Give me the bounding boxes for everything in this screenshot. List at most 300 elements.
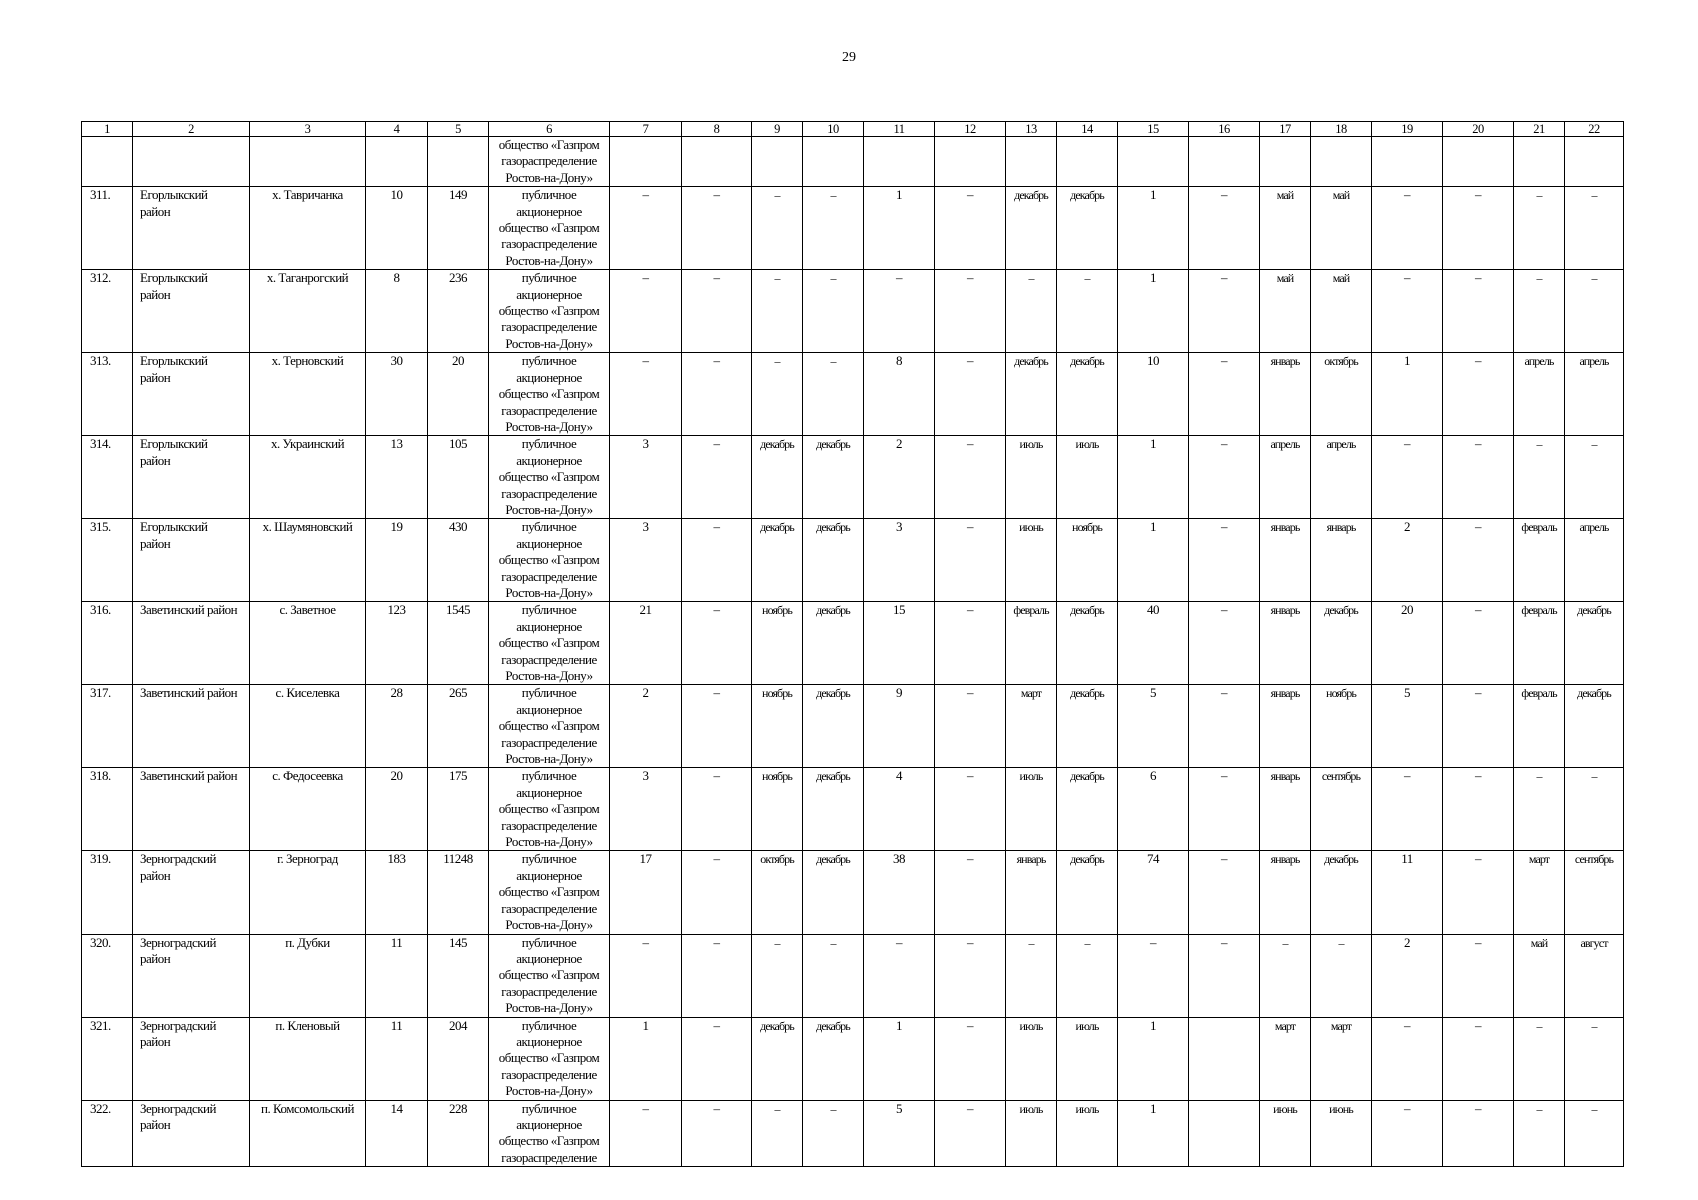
district-cell — [133, 1017, 250, 1100]
district-cell — [133, 685, 250, 768]
organization-line: газораспределение — [501, 568, 597, 584]
month-cell: август — [1565, 934, 1624, 1017]
organization-line: Ростов-на-Дону» — [505, 1083, 593, 1099]
month-cell: – — [1514, 187, 1565, 270]
settlement-cell: х. Таганрогский — [250, 270, 366, 353]
column-number-cell: 9 — [752, 122, 803, 137]
organization-line: публичное — [521, 602, 577, 618]
table-cell — [1006, 137, 1057, 187]
table-cell: 10 — [1118, 353, 1189, 436]
table-cell: 105 — [428, 436, 489, 519]
column-number-cell: 2 — [133, 122, 250, 137]
month-cell: октябрь — [1311, 353, 1372, 436]
organization-line: публичное — [521, 768, 577, 784]
district-line: Зерноградский — [140, 934, 216, 950]
organization-line: газораспределение — [501, 402, 597, 418]
month-cell: – — [1514, 436, 1565, 519]
organization-line: акционерное — [516, 535, 582, 551]
organization-line: газораспределение — [501, 734, 597, 750]
month-cell: – — [752, 1100, 803, 1167]
month-cell: май — [1311, 187, 1372, 270]
month-cell: – — [1311, 934, 1372, 1017]
table-cell: – — [935, 270, 1006, 353]
column-number-cell: 6 — [489, 122, 610, 137]
table-cell: – — [610, 270, 682, 353]
month-cell: декабрь — [803, 851, 864, 934]
organization-cell — [489, 602, 610, 685]
column-number-cell: 5 — [428, 122, 489, 137]
table-cell: – — [935, 187, 1006, 270]
table-row — [82, 187, 1624, 270]
month-cell: – — [752, 934, 803, 1017]
settlement-cell: п. Кленовый — [250, 1017, 366, 1100]
month-cell: апрель — [1565, 519, 1624, 602]
table-cell — [610, 137, 682, 187]
table-cell — [366, 137, 428, 187]
month-cell: – — [1057, 934, 1118, 1017]
table-row — [82, 768, 1624, 851]
organization-line: общество «Газпром — [498, 303, 600, 319]
table-cell: 2 — [610, 685, 682, 768]
organization-line: публичное — [521, 934, 577, 950]
month-cell: декабрь — [1311, 851, 1372, 934]
column-number-cell: 13 — [1006, 122, 1057, 137]
month-cell: декабрь — [1057, 768, 1118, 851]
table-cell: – — [1443, 270, 1514, 353]
table-cell: 14 — [366, 1100, 428, 1167]
settlement-cell: х. Украинский — [250, 436, 366, 519]
table-cell — [935, 137, 1006, 187]
table-cell: – — [1443, 519, 1514, 602]
column-number-cell: 16 — [1189, 122, 1260, 137]
month-cell: июль — [1006, 768, 1057, 851]
month-cell: июль — [1057, 1017, 1118, 1100]
organization-line: газораспределение — [501, 153, 597, 169]
settlement-cell: с. Киселевка — [250, 685, 366, 768]
organization-line: акционерное — [516, 950, 582, 966]
table-cell — [133, 137, 250, 187]
organization-cell — [489, 685, 610, 768]
organization-line: публичное — [521, 851, 577, 867]
organization-line: Ростов-на-Дону» — [505, 335, 593, 351]
month-cell: – — [1565, 187, 1624, 270]
month-cell: сентябрь — [1565, 851, 1624, 934]
row-number-cell: 317. — [82, 685, 133, 768]
table-cell: 145 — [428, 934, 489, 1017]
organization-line: акционерное — [516, 1116, 582, 1132]
table-cell — [1057, 137, 1118, 187]
organization-line: Ростов-на-Дону» — [505, 834, 593, 850]
month-cell: январь — [1260, 353, 1311, 436]
table-cell: 1545 — [428, 602, 489, 685]
organization-line: Ростов-на-Дону» — [505, 418, 593, 434]
table-cell: 6 — [1118, 768, 1189, 851]
district-line: Егорлыкский — [140, 519, 208, 535]
month-cell: декабрь — [803, 519, 864, 602]
table-cell: 38 — [864, 851, 935, 934]
table-cell: – — [682, 934, 752, 1017]
table-row — [82, 270, 1624, 353]
month-cell: июль — [1006, 1017, 1057, 1100]
table-cell: – — [610, 1100, 682, 1167]
table-cell: – — [1372, 270, 1443, 353]
organization-line: акционерное — [516, 784, 582, 800]
column-number-cell: 12 — [935, 122, 1006, 137]
settlement-cell: с. Федосеевка — [250, 768, 366, 851]
table-cell: – — [1443, 187, 1514, 270]
table-cell: 21 — [610, 602, 682, 685]
table-cell: 228 — [428, 1100, 489, 1167]
table-cell: 3 — [610, 768, 682, 851]
table-cell: – — [1443, 1100, 1514, 1167]
month-cell: март — [1006, 685, 1057, 768]
month-cell: – — [803, 187, 864, 270]
table-cell: 265 — [428, 685, 489, 768]
table-cell: 1 — [1372, 353, 1443, 436]
organization-cell — [489, 353, 610, 436]
table-cell: 4 — [864, 768, 935, 851]
month-cell: ноябрь — [1057, 519, 1118, 602]
table-cell: – — [682, 1100, 752, 1167]
table-cell: – — [1372, 1017, 1443, 1100]
district-line: Егорлыкский — [140, 436, 208, 452]
table-cell: 1 — [864, 1017, 935, 1100]
table-cell: – — [1189, 353, 1260, 436]
table-cell: – — [1443, 353, 1514, 436]
month-cell: сентябрь — [1311, 768, 1372, 851]
organization-line: общество «Газпром — [498, 220, 600, 236]
month-cell: – — [803, 353, 864, 436]
district-line: Зерноградский — [140, 851, 216, 867]
table-cell: – — [864, 934, 935, 1017]
month-cell: ноябрь — [1311, 685, 1372, 768]
month-cell: – — [1565, 270, 1624, 353]
column-number-cell: 11 — [864, 122, 935, 137]
month-cell: апрель — [1311, 436, 1372, 519]
month-cell: январь — [1260, 602, 1311, 685]
table-cell: – — [935, 519, 1006, 602]
table-cell: 175 — [428, 768, 489, 851]
table-cell: – — [1443, 685, 1514, 768]
district-line: район — [140, 1116, 171, 1132]
table-cell: 2 — [864, 436, 935, 519]
organization-line: общество «Газпром — [498, 718, 600, 734]
month-cell: январь — [1260, 519, 1311, 602]
table-cell: – — [1189, 436, 1260, 519]
table-cell: 1 — [1118, 1017, 1189, 1100]
table-cell: – — [610, 353, 682, 436]
month-cell: январь — [1260, 768, 1311, 851]
table-cell: 3 — [610, 436, 682, 519]
month-cell: декабрь — [1057, 851, 1118, 934]
table-cell: 5 — [1118, 685, 1189, 768]
organization-line: общество «Газпром — [498, 1050, 600, 1066]
organization-cell — [489, 137, 610, 187]
table-cell: – — [935, 353, 1006, 436]
month-cell: февраль — [1514, 685, 1565, 768]
district-cell — [133, 1100, 250, 1167]
table-cell — [682, 137, 752, 187]
month-cell: декабрь — [1057, 602, 1118, 685]
organization-line: публичное — [521, 1100, 577, 1116]
month-cell: декабрь — [752, 436, 803, 519]
month-cell: – — [1514, 768, 1565, 851]
table-cell — [1311, 137, 1372, 187]
organization-line: общество «Газпром — [498, 552, 600, 568]
table-row — [82, 436, 1624, 519]
month-cell: июль — [1006, 436, 1057, 519]
organization-line: Ростов-на-Дону» — [505, 751, 593, 767]
table-cell: 17 — [610, 851, 682, 934]
table-cell: 8 — [366, 270, 428, 353]
table-cell: – — [682, 519, 752, 602]
organization-cell — [489, 1100, 610, 1167]
table-cell: – — [682, 1017, 752, 1100]
row-number-cell: 316. — [82, 602, 133, 685]
organization-line: общество «Газпром — [498, 469, 600, 485]
data-table — [81, 121, 1624, 1167]
column-number-cell: 10 — [803, 122, 864, 137]
organization-line: общество «Газпром — [498, 884, 600, 900]
table-cell: 430 — [428, 519, 489, 602]
table-cell: 183 — [366, 851, 428, 934]
district-cell — [133, 187, 250, 270]
column-number-row — [82, 122, 1624, 137]
table-cell — [250, 137, 366, 187]
table-cell: 5 — [1372, 685, 1443, 768]
month-cell: январь — [1311, 519, 1372, 602]
table-cell: 149 — [428, 187, 489, 270]
column-number-cell: 22 — [1565, 122, 1624, 137]
month-cell: – — [1057, 270, 1118, 353]
table-cell: – — [1443, 851, 1514, 934]
table-cell: 2 — [1372, 934, 1443, 1017]
organization-line: газораспределение — [501, 1066, 597, 1082]
organization-line: Ростов-на-Дону» — [505, 252, 593, 268]
table-cell: 19 — [366, 519, 428, 602]
column-number-cell: 19 — [1372, 122, 1443, 137]
month-cell: январь — [1260, 685, 1311, 768]
district-line: район — [140, 1033, 171, 1049]
row-number-cell: 322. — [82, 1100, 133, 1167]
table-cell: – — [1189, 519, 1260, 602]
table-cell — [1260, 137, 1311, 187]
table-cell — [428, 137, 489, 187]
month-cell: ноябрь — [752, 602, 803, 685]
table-cell: – — [1189, 685, 1260, 768]
month-cell: май — [1311, 270, 1372, 353]
table-cell: – — [935, 1100, 1006, 1167]
district-line: район — [140, 203, 171, 219]
district-line: район — [140, 369, 171, 385]
organization-line: акционерное — [516, 452, 582, 468]
month-cell: декабрь — [1311, 602, 1372, 685]
month-cell: – — [1514, 270, 1565, 353]
table-cell: 8 — [864, 353, 935, 436]
district-line: Заветинский район — [140, 768, 238, 784]
table-cell: 3 — [610, 519, 682, 602]
organization-line: газораспределение — [501, 485, 597, 501]
table-row — [82, 685, 1624, 768]
table-cell: – — [1189, 768, 1260, 851]
table-cell — [1189, 137, 1260, 187]
table-cell: – — [610, 934, 682, 1017]
table-cell: – — [682, 768, 752, 851]
organization-line: публичное — [521, 519, 577, 535]
column-number-cell: 18 — [1311, 122, 1372, 137]
district-line: район — [140, 950, 171, 966]
month-cell: декабрь — [803, 685, 864, 768]
month-cell: декабрь — [1006, 187, 1057, 270]
organization-line: газораспределение — [501, 817, 597, 833]
district-cell — [133, 851, 250, 934]
organization-line: публичное — [521, 436, 577, 452]
organization-line: общество «Газпром — [498, 1133, 600, 1149]
district-line: район — [140, 867, 171, 883]
organization-line: газораспределение — [501, 319, 597, 335]
table-cell: 123 — [366, 602, 428, 685]
organization-cell — [489, 519, 610, 602]
table-cell: 11 — [366, 934, 428, 1017]
organization-line: общество «Газпром — [498, 137, 600, 152]
month-cell: – — [1514, 1100, 1565, 1167]
table-cell — [1443, 137, 1514, 187]
month-cell: март — [1514, 851, 1565, 934]
month-cell: декабрь — [1057, 187, 1118, 270]
page-number: 29 — [842, 50, 856, 65]
organization-line: акционерное — [516, 286, 582, 302]
organization-line: акционерное — [516, 618, 582, 634]
month-cell: февраль — [1006, 602, 1057, 685]
table-row — [82, 851, 1624, 934]
settlement-cell: х. Тавричанка — [250, 187, 366, 270]
table-cell: – — [1189, 187, 1260, 270]
district-cell — [133, 353, 250, 436]
month-cell: декабрь — [1565, 602, 1624, 685]
table-row — [82, 353, 1624, 436]
table-cell — [1565, 137, 1624, 187]
table-cell: – — [682, 270, 752, 353]
organization-line: публичное — [521, 1017, 577, 1033]
table-cell: 1 — [1118, 187, 1189, 270]
organization-cell — [489, 768, 610, 851]
district-line: Егорлыкский — [140, 353, 208, 369]
table-cell: 30 — [366, 353, 428, 436]
month-cell: декабрь — [1006, 353, 1057, 436]
table-cell: 11 — [366, 1017, 428, 1100]
month-cell: декабрь — [1057, 353, 1118, 436]
table-cell — [803, 137, 864, 187]
district-cell — [133, 768, 250, 851]
row-number-cell: 318. — [82, 768, 133, 851]
month-cell: декабрь — [752, 1017, 803, 1100]
table-cell: 10 — [366, 187, 428, 270]
table-cell: – — [935, 602, 1006, 685]
table-cell: – — [1372, 1100, 1443, 1167]
table-cell: 1 — [1118, 519, 1189, 602]
table-cell — [1118, 137, 1189, 187]
settlement-cell: с. Заветное — [250, 602, 366, 685]
table-row — [82, 519, 1624, 602]
table-cell: 40 — [1118, 602, 1189, 685]
table-cell: 236 — [428, 270, 489, 353]
table-cell — [752, 137, 803, 187]
row-number-cell: 321. — [82, 1017, 133, 1100]
month-cell: – — [1565, 768, 1624, 851]
row-number-cell: 313. — [82, 353, 133, 436]
table-cell: – — [682, 187, 752, 270]
table-cell: – — [1443, 602, 1514, 685]
month-cell: апрель — [1565, 353, 1624, 436]
organization-line: акционерное — [516, 1033, 582, 1049]
table-cell: 11248 — [428, 851, 489, 934]
month-cell: февраль — [1514, 602, 1565, 685]
table-cell: 3 — [864, 519, 935, 602]
table-cell: 74 — [1118, 851, 1189, 934]
table-cell: 2 — [1372, 519, 1443, 602]
table-cell: – — [1372, 436, 1443, 519]
organization-line: Ростов-на-Дону» — [505, 668, 593, 683]
month-cell: май — [1514, 934, 1565, 1017]
month-cell: декабрь — [803, 1017, 864, 1100]
organization-line: Ростов-на-Дону» — [505, 501, 593, 517]
table-cell: 1 — [864, 187, 935, 270]
district-line: Зерноградский — [140, 1017, 216, 1033]
column-number-cell: 8 — [682, 122, 752, 137]
month-cell: январь — [1006, 851, 1057, 934]
organization-line: газораспределение — [501, 651, 597, 667]
table-row — [82, 602, 1624, 685]
table-cell: – — [935, 851, 1006, 934]
table-cell: – — [935, 934, 1006, 1017]
month-cell: – — [752, 270, 803, 353]
month-cell: январь — [1260, 851, 1311, 934]
organization-line: газораспределение — [501, 236, 597, 252]
table-cell: – — [682, 436, 752, 519]
district-line: район — [140, 286, 171, 302]
column-number-cell: 14 — [1057, 122, 1118, 137]
month-cell: – — [803, 270, 864, 353]
organization-line: публичное — [521, 685, 577, 701]
organization-line: акционерное — [516, 203, 582, 219]
table-cell: – — [1372, 187, 1443, 270]
table-cell — [1514, 137, 1565, 187]
table-cell: – — [682, 602, 752, 685]
month-cell: – — [1260, 934, 1311, 1017]
column-number-cell: 17 — [1260, 122, 1311, 137]
organization-line: общество «Газпром — [498, 801, 600, 817]
organization-line: Ростов-на-Дону» — [505, 169, 593, 185]
district-line: район — [140, 535, 171, 551]
row-number-cell: 311. — [82, 187, 133, 270]
table-cell: 20 — [366, 768, 428, 851]
table-cell: – — [935, 685, 1006, 768]
column-number-cell: 3 — [250, 122, 366, 137]
month-cell: декабрь — [803, 436, 864, 519]
month-cell: май — [1260, 270, 1311, 353]
month-cell: апрель — [1514, 353, 1565, 436]
organization-line: газораспределение — [501, 900, 597, 916]
table-cell — [1189, 1017, 1260, 1100]
table-cell: 5 — [864, 1100, 935, 1167]
month-cell: декабрь — [803, 768, 864, 851]
month-cell: июнь — [1311, 1100, 1372, 1167]
month-cell: декабрь — [803, 602, 864, 685]
table-cell — [1189, 1100, 1260, 1167]
table-cell: – — [935, 1017, 1006, 1100]
organization-cell — [489, 1017, 610, 1100]
table-cell: 15 — [864, 602, 935, 685]
